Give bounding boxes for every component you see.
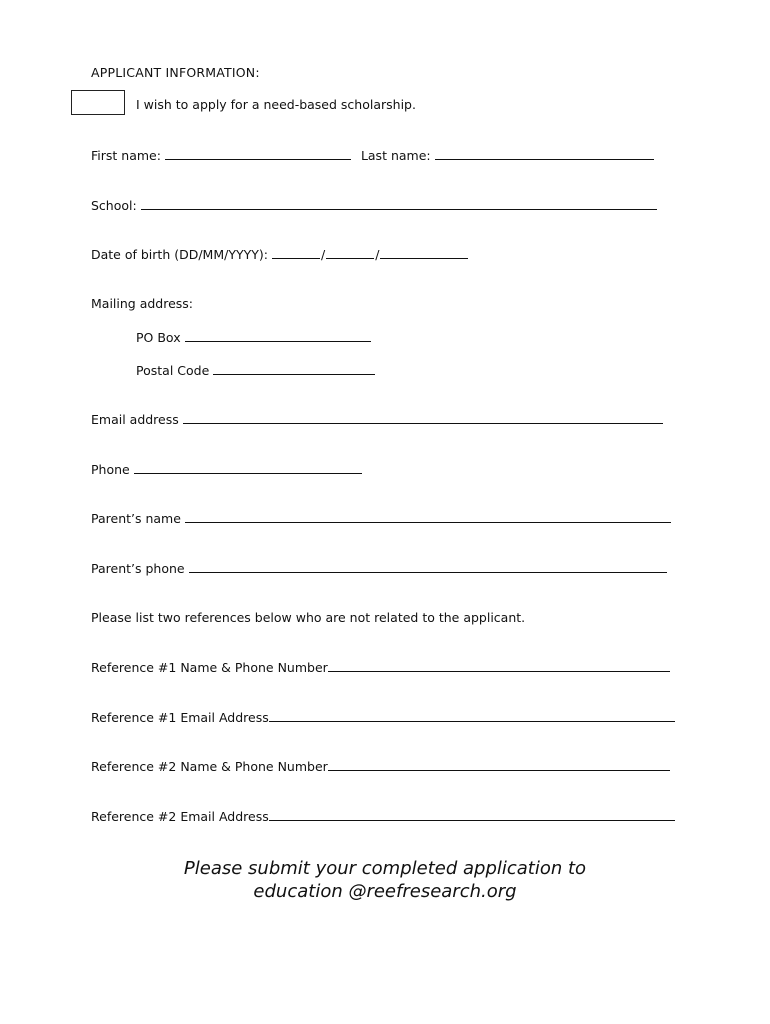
- name-row: [91, 147, 654, 164]
- postal-code-field[interactable]: [213, 362, 375, 375]
- school-field[interactable]: [141, 197, 657, 210]
- references-instruction: Please list two references below who are not related to the applicant.: [91, 610, 526, 625]
- dob-row: [91, 246, 468, 263]
- ref1-name-phone-label: Reference #1 Name & Phone Number: [91, 660, 328, 675]
- first-name-label: First name:: [91, 148, 161, 163]
- need-based-scholarship-checkbox[interactable]: [71, 90, 125, 115]
- dob-label: Date of birth (DD/MM/YYYY):: [91, 247, 268, 262]
- ref1-email-row: [91, 709, 675, 726]
- ref1-email-field[interactable]: [269, 709, 675, 722]
- email-label: Email address: [91, 412, 179, 427]
- parent-name-row: [91, 510, 671, 527]
- school-label: School:: [91, 198, 137, 213]
- po-box-row: [136, 329, 371, 346]
- ref1-name-phone-row: [91, 659, 670, 676]
- dob-day-field[interactable]: [272, 246, 320, 259]
- scholarship-checkbox-label: I wish to apply for a need-based scholarship.: [136, 97, 416, 112]
- po-box-field[interactable]: [185, 329, 371, 342]
- ref1-name-phone-field[interactable]: [328, 659, 670, 672]
- parent-phone-field[interactable]: [189, 560, 667, 573]
- parent-phone-label: Parent’s phone: [91, 561, 185, 576]
- email-field[interactable]: [183, 411, 663, 424]
- phone-label: Phone: [91, 462, 130, 477]
- parent-name-label: Parent’s name: [91, 511, 181, 526]
- po-box-label: PO Box: [136, 330, 181, 345]
- ref1-email-label: Reference #1 Email Address: [91, 710, 269, 725]
- dob-month-field[interactable]: [326, 246, 374, 259]
- first-name-field[interactable]: [165, 147, 351, 160]
- footer-line-1: Please submit your completed application to: [183, 858, 587, 879]
- postal-code-row: [136, 362, 375, 379]
- submission-instructions: [0, 857, 770, 903]
- dob-year-field[interactable]: [380, 246, 468, 259]
- ref2-email-row: [91, 808, 675, 825]
- ref2-name-phone-field[interactable]: [328, 758, 670, 771]
- ref2-name-phone-label: Reference #2 Name & Phone Number: [91, 759, 328, 774]
- dob-separator: /: [375, 247, 380, 262]
- email-row: [91, 411, 663, 428]
- parent-name-field[interactable]: [185, 510, 671, 523]
- ref2-name-phone-row: [91, 758, 670, 775]
- school-row: [91, 197, 657, 214]
- parent-phone-row: [91, 560, 667, 577]
- phone-field[interactable]: [134, 461, 362, 474]
- mailing-address-label: Mailing address:: [91, 296, 194, 311]
- footer-email: education @reefresearch.org: [253, 881, 517, 902]
- dob-separator: /: [320, 247, 326, 262]
- phone-row: [91, 461, 362, 478]
- section-title: APPLICANT INFORMATION:: [91, 65, 260, 80]
- last-name-label: Last name:: [360, 148, 431, 163]
- last-name-field[interactable]: [435, 147, 654, 160]
- postal-code-label: Postal Code: [136, 363, 210, 378]
- ref2-email-field[interactable]: [269, 808, 675, 821]
- ref2-email-label: Reference #2 Email Address: [91, 809, 269, 824]
